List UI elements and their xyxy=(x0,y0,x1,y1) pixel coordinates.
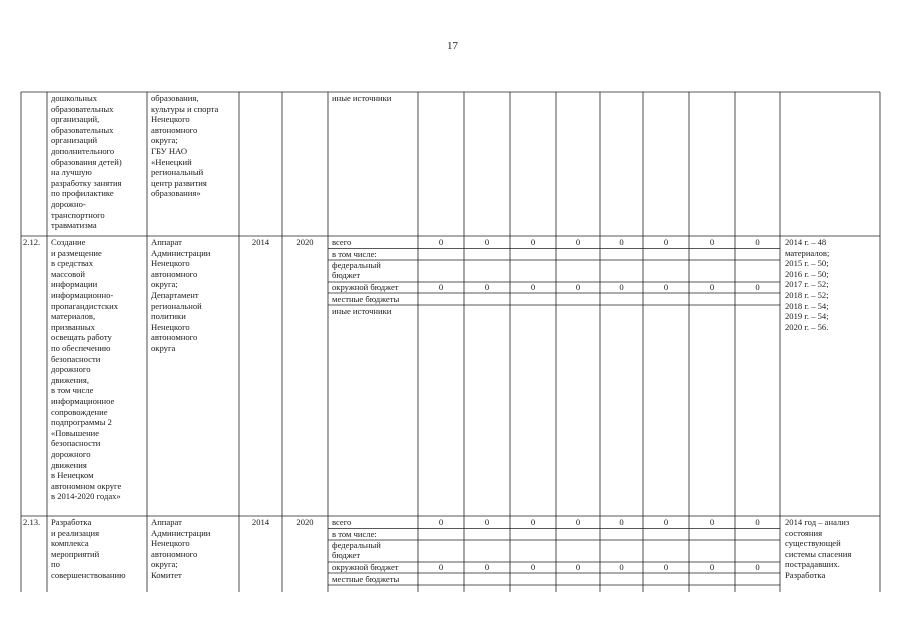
expected-result-line: 2016 г. – 50; xyxy=(785,268,829,279)
event-name-line: пропагандистских xyxy=(51,300,119,311)
funding-source-label: иные источники xyxy=(332,306,392,316)
executor-line: ГБУ НАО xyxy=(151,146,188,156)
funding-total-value: 0 xyxy=(619,517,624,527)
expected-result-line: 2015 г. – 50; xyxy=(785,258,829,269)
executor-line: Ненецкого xyxy=(151,321,190,332)
executor-line: образования, xyxy=(151,93,199,103)
funding-regional-value: 0 xyxy=(663,282,669,292)
event-name-line: освещать работу xyxy=(51,332,112,343)
funding-regional-value: 0 xyxy=(755,562,760,572)
executor-line: автономного xyxy=(151,332,198,343)
expected-result-line: состояния xyxy=(785,527,823,538)
funding-total-value: 0 xyxy=(709,517,715,527)
funding-total-value: 0 xyxy=(484,517,490,527)
end-year: 2020 xyxy=(296,237,314,247)
funding-source-label: в том числе: xyxy=(332,529,377,539)
event-name-line: Разработка xyxy=(51,517,92,527)
expected-result-line: 2018 г. – 54; xyxy=(785,300,829,311)
event-name-line: в Ненецком xyxy=(51,470,94,481)
executor-line: Аппарат xyxy=(151,517,182,527)
executor-line: Ненецкого xyxy=(151,114,190,125)
event-name-line: на лучшую xyxy=(51,167,92,178)
event-name-line: образовательных xyxy=(51,103,114,114)
executor-line: округа; xyxy=(151,559,178,570)
expected-result-line: 2018 г. – 52; xyxy=(785,290,829,300)
funding-source-label: окружной бюджет xyxy=(332,562,399,572)
event-name-line: и реализация xyxy=(51,527,100,538)
funding-source-label: в том числе: xyxy=(332,249,377,259)
event-name-line: безопасности xyxy=(51,438,101,449)
event-name-line: дошкольных xyxy=(51,93,98,103)
expected-result-line: Разработка xyxy=(785,570,826,580)
event-name-line: в том числе xyxy=(51,385,94,396)
funding-regional-value: 0 xyxy=(575,562,581,572)
funding-total-value: 0 xyxy=(438,237,444,247)
event-name-line: в 2014-2020 годах» xyxy=(51,491,121,502)
funding-total-value: 0 xyxy=(755,237,760,247)
executor-line: округа xyxy=(151,343,176,353)
event-name-line: массовой xyxy=(51,268,86,279)
executor-line: автономного xyxy=(151,548,198,559)
executor-line: «Ненецкий xyxy=(151,156,192,167)
executor-line: Департамент xyxy=(151,290,199,300)
executor-line: региональной xyxy=(151,300,202,311)
executor-line: округа; xyxy=(151,279,178,290)
funding-total-value: 0 xyxy=(575,517,581,527)
expected-result-line: материалов; xyxy=(785,247,830,258)
event-name-line: образовательных xyxy=(51,124,114,135)
event-name-line: дорожного xyxy=(51,449,91,459)
executor-line: автономного xyxy=(151,124,198,135)
funding-source-label: бюджет xyxy=(332,550,361,560)
funding-regional-value: 0 xyxy=(663,562,669,572)
executor-line: Аппарат xyxy=(151,237,182,247)
expected-result-line: 2019 г. – 54; xyxy=(785,311,829,322)
funding-total-value: 0 xyxy=(709,237,715,247)
event-name-line: «Повышение xyxy=(51,427,100,438)
funding-total-value: 0 xyxy=(575,237,581,247)
funding-regional-value: 0 xyxy=(709,282,715,292)
event-name-line: по профилактике xyxy=(51,188,114,199)
event-name-line: травматизма xyxy=(51,220,97,231)
row-number: 2.13. xyxy=(23,517,41,527)
event-name-line: по обеспечению xyxy=(51,343,111,353)
funding-total-value: 0 xyxy=(530,517,536,527)
funding-regional-value: 0 xyxy=(709,562,715,572)
executor-line: политики xyxy=(151,311,186,322)
executor-line: Ненецкого xyxy=(151,538,190,549)
executor-line: Комитет xyxy=(151,570,182,580)
funding-source-label: всего xyxy=(332,517,352,527)
funding-source-label: всего xyxy=(332,237,352,247)
start-year: 2014 xyxy=(251,517,270,527)
funding-total-value: 0 xyxy=(663,237,669,247)
executor-line: образования» xyxy=(151,188,201,199)
expected-result-line: 2020 г. – 56. xyxy=(785,321,829,332)
funding-source-label: местные бюджеты xyxy=(332,294,400,304)
event-name-line: движения, xyxy=(51,374,89,385)
funding-regional-value: 0 xyxy=(530,282,536,292)
funding-regional-value: 0 xyxy=(755,282,760,292)
event-name-line: призванных xyxy=(51,321,95,332)
funding-total-value: 0 xyxy=(755,517,760,527)
executor-line: центр развития xyxy=(151,177,207,188)
event-name-line: информации xyxy=(51,279,98,290)
start-year: 2014 xyxy=(251,237,270,247)
event-name-line: материалов, xyxy=(51,311,96,322)
funding-source-label: иные источники xyxy=(332,93,392,103)
event-name-line: подпрограммы 2 xyxy=(51,417,112,428)
event-name-line: разработку занятия xyxy=(51,177,122,188)
expected-result-line: пострадавших. xyxy=(785,559,840,570)
funding-source-label: окружной бюджет xyxy=(332,282,399,292)
event-name-line: Создание xyxy=(51,237,86,247)
funding-regional-value: 0 xyxy=(530,562,536,572)
row-number: 2.12. xyxy=(23,237,41,247)
executor-line: автономного xyxy=(151,268,198,279)
expected-result-line: 2017 г. – 52; xyxy=(785,279,829,290)
executor-line: региональный xyxy=(151,167,204,178)
funding-total-value: 0 xyxy=(619,237,624,247)
event-name-line: информационное xyxy=(51,396,115,406)
event-name-line: безопасности xyxy=(51,353,101,364)
expected-result-line: системы спасения xyxy=(785,548,852,559)
funding-regional-value: 0 xyxy=(619,562,624,572)
funding-total-value: 0 xyxy=(530,237,536,247)
funding-regional-value: 0 xyxy=(438,562,444,572)
event-name-line: дорожного xyxy=(51,364,91,375)
funding-regional-value: 0 xyxy=(619,282,624,292)
executor-line: округа; xyxy=(151,135,178,146)
executor-line: Администрации xyxy=(151,527,211,538)
expected-result-line: существующей xyxy=(785,538,841,549)
funding-total-value: 0 xyxy=(438,517,444,527)
event-name-line: организаций xyxy=(51,135,98,146)
event-name-line: дорожно- xyxy=(51,199,86,209)
event-name-line: дополнительного xyxy=(51,146,115,156)
event-name-line: в средствах xyxy=(51,258,94,269)
event-name-line: по xyxy=(51,559,60,570)
funding-regional-value: 0 xyxy=(484,562,490,572)
event-name-line: информационно- xyxy=(51,290,114,300)
expected-result-line: 2014 год – анализ xyxy=(785,517,850,527)
event-name-line: сопровождение xyxy=(51,406,108,417)
funding-total-value: 0 xyxy=(484,237,490,247)
funding-regional-value: 0 xyxy=(438,282,444,292)
expected-result-line: 2014 г. – 48 xyxy=(785,237,827,247)
event-name-line: совершенствованию xyxy=(51,570,126,580)
funding-source-label: федеральный xyxy=(332,260,381,270)
event-name-line: образования детей) xyxy=(51,156,122,167)
event-name-line: автономном округе xyxy=(51,480,122,491)
funding-source-label: бюджет xyxy=(332,270,361,280)
funding-source-label: местные бюджеты xyxy=(332,574,400,584)
event-name-line: мероприятий xyxy=(51,548,100,559)
event-name-line: движения xyxy=(51,459,87,470)
end-year: 2020 xyxy=(296,517,314,527)
page-number: 17 xyxy=(447,40,458,52)
executor-line: культуры и спорта xyxy=(151,103,219,114)
event-name-line: организаций, xyxy=(51,114,100,125)
funding-regional-value: 0 xyxy=(484,282,490,292)
funding-regional-value: 0 xyxy=(575,282,581,292)
funding-source-label: федеральный xyxy=(332,540,381,550)
event-name-line: транспортного xyxy=(51,209,105,220)
executor-line: Администрации xyxy=(151,247,211,258)
event-name-line: и размещение xyxy=(51,247,102,258)
executor-line: Ненецкого xyxy=(151,258,190,269)
event-name-line: комплекса xyxy=(51,538,89,549)
funding-total-value: 0 xyxy=(663,517,669,527)
